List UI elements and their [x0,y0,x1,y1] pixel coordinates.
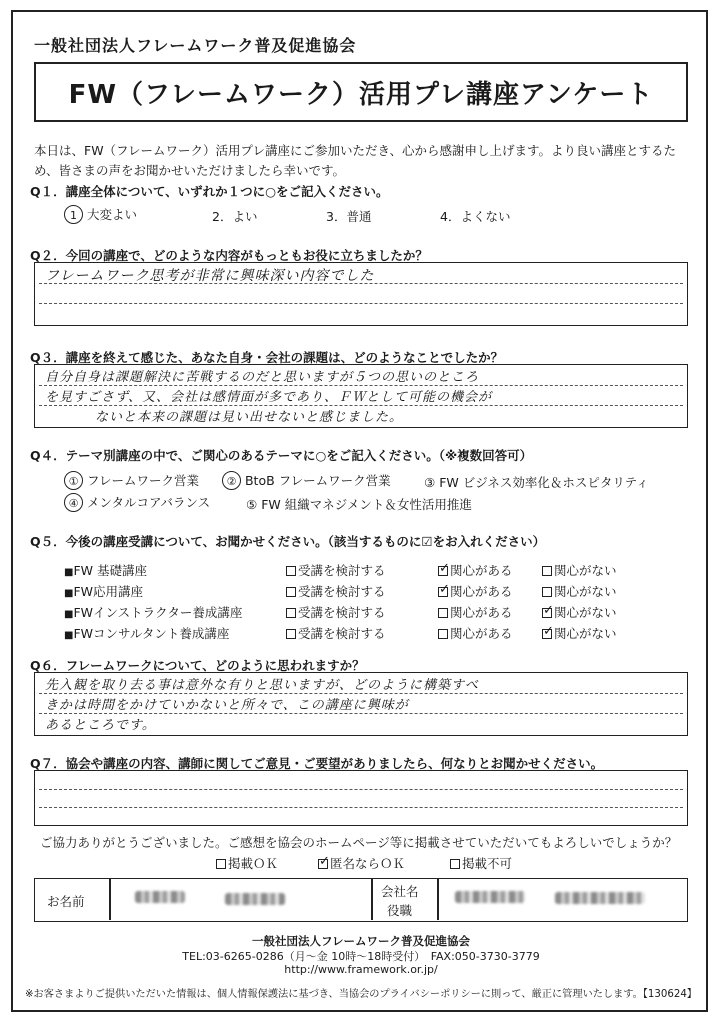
q1-option-3[interactable] [326,207,371,225]
divider [109,879,111,920]
checkbox[interactable] [438,587,448,597]
q5-row-1-col3-text: 関心がない [554,563,617,578]
q1-option-2-number: 2． [212,209,233,224]
footer-privacy: ※お客さまよりご提供いただいた情報は、個人情報保護法に基づき、当協会のプライバシーポリシーに則って、厳正に管理いたします。【130624】 [24,989,697,1000]
answer-line [39,303,683,304]
checkbox[interactable] [438,629,448,639]
q5-row-1-col1-text: 受講を検討する [298,563,386,578]
checkbox[interactable] [286,587,296,597]
q4-option-2[interactable] [222,471,391,490]
checkbox[interactable] [542,629,552,639]
consent-question: ご協力ありがとうございました。ご感想を協会のホームページ等に掲載させていただいてもよろしいでしょうか？ [40,835,678,850]
q4-option-4-text: メンタルコアバランス [86,495,211,510]
q7-label: Q７．協会や講座の内容、講師に関してご意見・ご要望がありましたら、何なりとお聞かせください。 [30,756,604,771]
checkbox[interactable] [542,587,552,597]
checkbox[interactable] [542,608,552,618]
title-box [34,62,688,122]
q5-row-4-col3-text: 関心がない [554,626,617,641]
intro-line-2: め、皆さまの声をお聞かせいただけましたら幸いです。 [34,163,346,178]
q5-row-1-col2-text: 関心がある [450,563,513,578]
q5-row-4-name [64,624,229,642]
q5-row-3-col2-text: 関心がある [450,605,513,620]
q5-row-3-col2[interactable] [438,603,513,621]
checkbox[interactable] [216,859,226,869]
q5-row-2-col1[interactable] [286,582,386,600]
footer-org: 一般社団法人フレームワーク普及促進協会 [251,934,471,948]
q7-answer-box[interactable] [34,770,688,826]
checkbox[interactable] [286,629,296,639]
checkbox[interactable] [286,608,296,618]
q5-row-4-col1-text: 受講を検討する [298,626,386,641]
q3-answer-box[interactable] [34,364,688,428]
intro-text [34,141,692,181]
q5-row-1-name [64,561,147,579]
answer-line [39,789,683,790]
consent-option-3-text: 掲載不可 [462,856,513,871]
q4-option-2-number: ② [222,471,241,490]
organization-name: 一般社団法人フレームワーク普及促進協会 [34,36,357,55]
q5-row-3-col3[interactable] [542,603,617,621]
bullet: ■ [64,567,74,578]
role-label: 役職 [387,903,413,918]
q4-label: Q４．テーマ別講座の中で、ご関心のあるテーマに○をご記入ください。（※複数回答可） [30,448,533,463]
q5-row-4-col1[interactable] [286,624,386,642]
q5-row-3-col1-text: 受講を検討する [298,605,386,620]
q5-row-4-col2[interactable] [438,624,513,642]
q6-answer-line-2: きかは時間をかけていかないと所々で、この講座に興味が [45,698,409,713]
redacted-name [135,891,185,903]
q4-option-1[interactable] [64,471,199,490]
page-title: FW（フレームワーク）活用プレ講座アンケート [68,79,654,110]
q1-option-2[interactable] [212,207,257,225]
company-label: 会社名 [381,884,419,899]
q2-answer-text: フレームワーク思考が非常に興味深い内容でした [45,268,375,284]
q6-answer-line-1: 先入観を取り去る事は意外な有りと思いますが、どのように構築すべ [45,678,479,693]
q5-row-2-col2-text: 関心がある [450,584,513,599]
bullet: ■ [64,630,74,641]
q4-option-3-number: ③ [424,475,436,490]
q3-answer-line-1: 自分自身は課題解決に苦戦するのだと思いますが５つの思いのところ [45,370,480,385]
q5-row-4-name-text: FWコンサルタント養成講座 [73,626,230,641]
q4-option-4[interactable] [64,493,210,512]
q4-option-5[interactable] [246,495,472,513]
q1-option-4-number: 4． [440,209,461,224]
q3-answer-line-2: を見すごさず、又、会社は感情面が多であり、ＦＷとして可能の機会が [45,390,492,405]
checkbox[interactable] [286,566,296,576]
q5-row-2-name [64,582,143,600]
q5-row-3-col3-text: 関心がない [554,605,617,620]
q6-answer-line-3: あるところです。 [45,718,156,733]
q5-row-4-col2-text: 関心がある [450,626,513,641]
consent-option-2-text: 匿名ならＯＫ [330,856,406,871]
checkbox[interactable] [542,566,552,576]
q1-option-3-text: 普通 [346,209,372,224]
q5-row-2-name-text: FW応用講座 [73,584,144,599]
answer-line [39,807,683,808]
q4-option-3-text: FW ビジネス効率化＆ホスピタリティ [439,475,649,490]
footer-contact: TEL:03-6265-0286（月～金 10時～18時受付） FAX:050-3730-3779 [182,950,540,963]
q1-option-1-text: 大変よい [86,207,137,222]
q5-row-2-col2[interactable] [438,582,513,600]
redacted-name [225,893,285,905]
q4-option-1-text: フレームワーク営業 [86,473,199,488]
consent-option-3[interactable] [450,854,512,872]
q5-row-1-col3[interactable] [542,561,617,579]
q5-row-3-col1[interactable] [286,603,386,621]
checkbox[interactable] [438,608,448,618]
q4-option-5-number: ⑤ [246,497,258,512]
q5-row-1-col2[interactable] [438,561,513,579]
bullet: ■ [64,609,74,620]
q2-answer-box[interactable] [34,262,688,326]
bullet: ■ [64,588,74,599]
q1-option-1[interactable] [64,205,137,224]
q1-option-2-text: よい [232,209,258,224]
q4-option-4-number: ④ [64,493,83,512]
consent-option-1-text: 掲載ＯＫ [228,856,279,871]
q4-option-2-text: BtoB フレームワーク営業 [244,473,391,488]
divider [437,879,439,920]
q4-option-1-number: ① [64,471,83,490]
consent-option-2[interactable] [318,854,405,872]
intro-line-1: 本日は、FW（フレームワーク）活用プレ講座にご参加いただき、心から感謝申し上げます。より良い講座とするた [34,143,677,158]
q2-label: Q２．今回の講座で、どのような内容がもっともお役に立ちましたか？ [30,248,428,263]
q1-option-3-number: 3． [326,209,347,224]
q5-row-1-name-text: FW 基礎講座 [73,563,147,578]
q5-row-2-col3[interactable] [542,582,617,600]
q1-option-1-number: 1 [64,205,83,224]
q5-label: Q５．今後の講座受講について、お聞かせください。（該当するものに☑をお入れください） [30,534,546,549]
q3-answer-line-3: ないと本来の課題は見い出せないと感じました。 [95,410,404,425]
divider [371,879,373,920]
q1-option-4-text: よくない [460,209,511,224]
q6-label: Q６．フレームワークについて、どのように思われますか？ [30,658,365,673]
checkbox[interactable] [450,859,460,869]
checkbox[interactable] [318,859,328,869]
footer-url[interactable]: http://www.framework.or.jp/ [284,963,438,976]
q4-option-5-text: FW 組織マネジメント＆女性活用推進 [261,497,472,512]
q6-answer-box[interactable] [34,672,688,736]
q5-row-3-name [64,603,242,621]
q5-row-2-col1-text: 受講を検討する [298,584,386,599]
q5-row-4-col3[interactable] [542,624,617,642]
name-label: お名前 [47,894,85,909]
q5-row-2-col3-text: 関心がない [554,584,617,599]
q1-label: Q１．講座全体について、いずれか１つに○をご記入ください。 [30,184,389,199]
redacted-company [455,891,525,903]
q1-option-4[interactable] [440,207,510,225]
q5-row-3-name-text: FWインストラクター養成講座 [73,605,243,620]
q3-label: Q３．講座を終えて感じた、あなた自身・会社の課題は、どのようなことでしたか？ [30,350,504,365]
redacted-company [555,892,645,904]
q5-row-1-col1[interactable] [286,561,386,579]
checkbox[interactable] [438,566,448,576]
consent-option-1[interactable] [216,854,278,872]
q4-option-3[interactable] [424,473,649,491]
respondent-table [34,878,688,922]
